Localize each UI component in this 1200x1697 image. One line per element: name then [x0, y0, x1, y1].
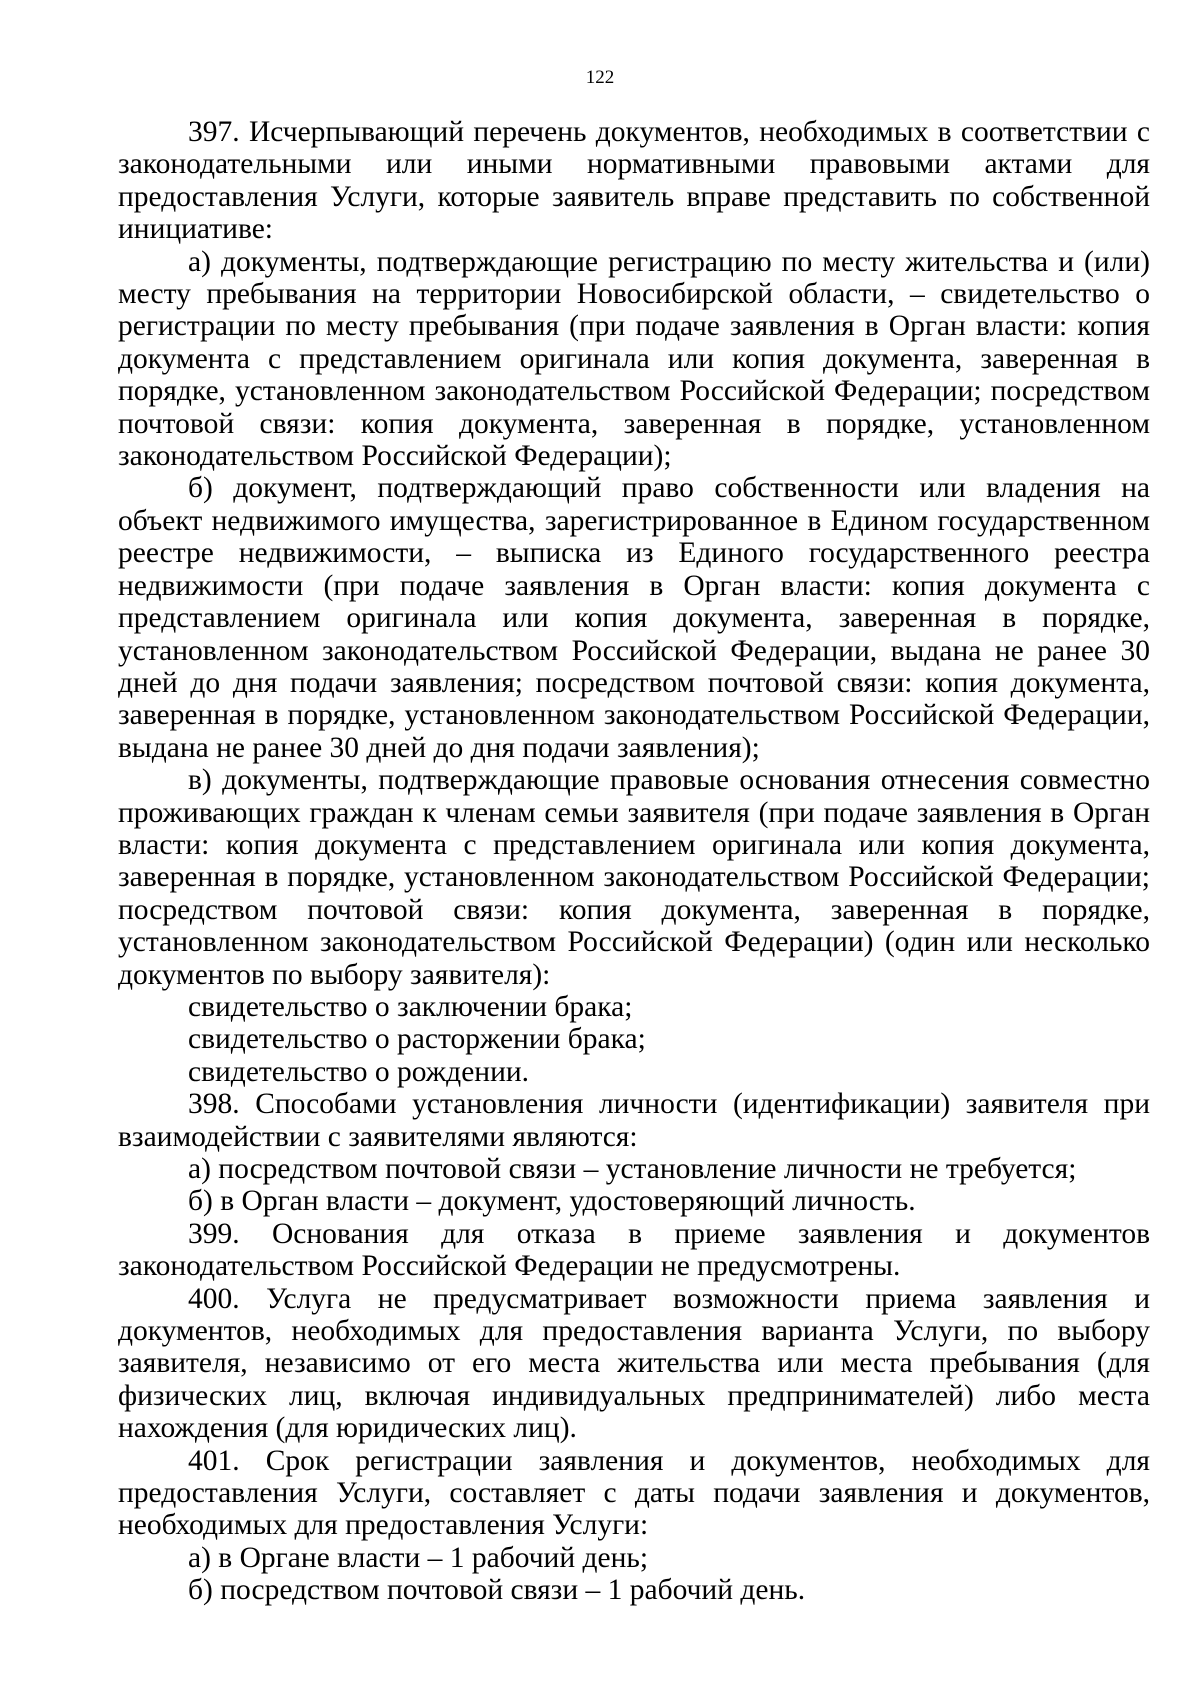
paragraph-398-a: а) посредством почтовой связи – установление личности не требуется; [188, 1153, 1077, 1185]
list-item-marriage-certificate: свидетельство о заключении брака; [188, 990, 633, 1023]
list-item-birth-certificate: свидетельство о рождении. [188, 1055, 530, 1088]
paragraph-398-b: б) в Орган власти – документ, удостоверяющий личность. [188, 1185, 916, 1218]
paragraph-401-b: б) посредством почтовой связи – 1 рабочий день. [188, 1574, 806, 1607]
paragraph-397-b: б) документ, подтверждающий право собственности или владения на объект недвижимого имущества, зарегистрированное в Едином государственном реестре недвижимости, – выписка из Единого государственного реестра недвижимости (при подаче заявления в Орган власти: копия документа с представлением оригинала или копия документа, заверенная в порядке, установленном законодательством Российской Федерации, выдана не ранее 30 дней до дня подачи заявления; посредством почтовой связи: копия документа, заверенная в порядке, установленном законодательством Российской Федерации, выдана не ранее 30 дней до дня подачи заявления); [118, 472, 1150, 764]
document-body [118, 116, 1150, 1607]
paragraph-397-a: а) документы, подтверждающие регистрацию по месту жительства и (или) месту пребывания на территории Новосибирской области, – свидетельство о регистрации по месту пребывания (при подаче заявления в Орган власти: копия документа с представлением оригинала или копия документа, заверенная в порядке, установленном законодательством Российской Федерации; посредством почтовой связи: копия документа, заверенная в порядке, установленном законодательством Российской Федерации); [118, 245, 1150, 473]
list-item-divorce-certificate: свидетельство о расторжении брака; [188, 1023, 646, 1056]
paragraph-397: 397. Исчерпывающий перечень документов, необходимых в соответствии с законодательными или иными нормативными правовыми актами для предоставления Услуги, которые заявитель вправе представить по собственной инициативе: [118, 116, 1150, 246]
paragraph-398: 398. Способами установления личности (идентификации) заявителя при взаимодействии с заявителями являются: [118, 1088, 1150, 1153]
paragraph-400: 400. Услуга не предусматривает возможности приема заявления и документов, необходимых для предоставления варианта Услуги, по выбору заявителя, независимо от его места жительства или места пребывания (для физических лиц, включая индивидуальных предпринимателей) либо места нахождения (для юридических лиц). [118, 1282, 1150, 1445]
paragraph-397-v: в) документы, подтверждающие правовые основания отнесения совместно проживающих граждан к членам семьи заявителя (при подаче заявления в Орган власти: копия документа с представлением оригинала или копия документа, заверенная в порядке, установленном законодательством Российской Федерации; посредством почтовой связи: копия документа, заверенная в порядке, установленном законодательством Российской Федерации) (один или несколько документов по выбору заявителя): [118, 764, 1150, 991]
page-number: 122 [585, 67, 615, 88]
paragraph-401: 401. Срок регистрации заявления и документов, необходимых для предоставления Услуги, составляет с даты подачи заявления и документов, необходимых для предоставления Услуги: [118, 1444, 1150, 1542]
paragraph-399: 399. Основания для отказа в приеме заявления и документов законодательством Российской Федерации не предусмотрены. [118, 1217, 1150, 1283]
paragraph-401-a: а) в Органе власти – 1 рабочий день; [188, 1541, 649, 1574]
